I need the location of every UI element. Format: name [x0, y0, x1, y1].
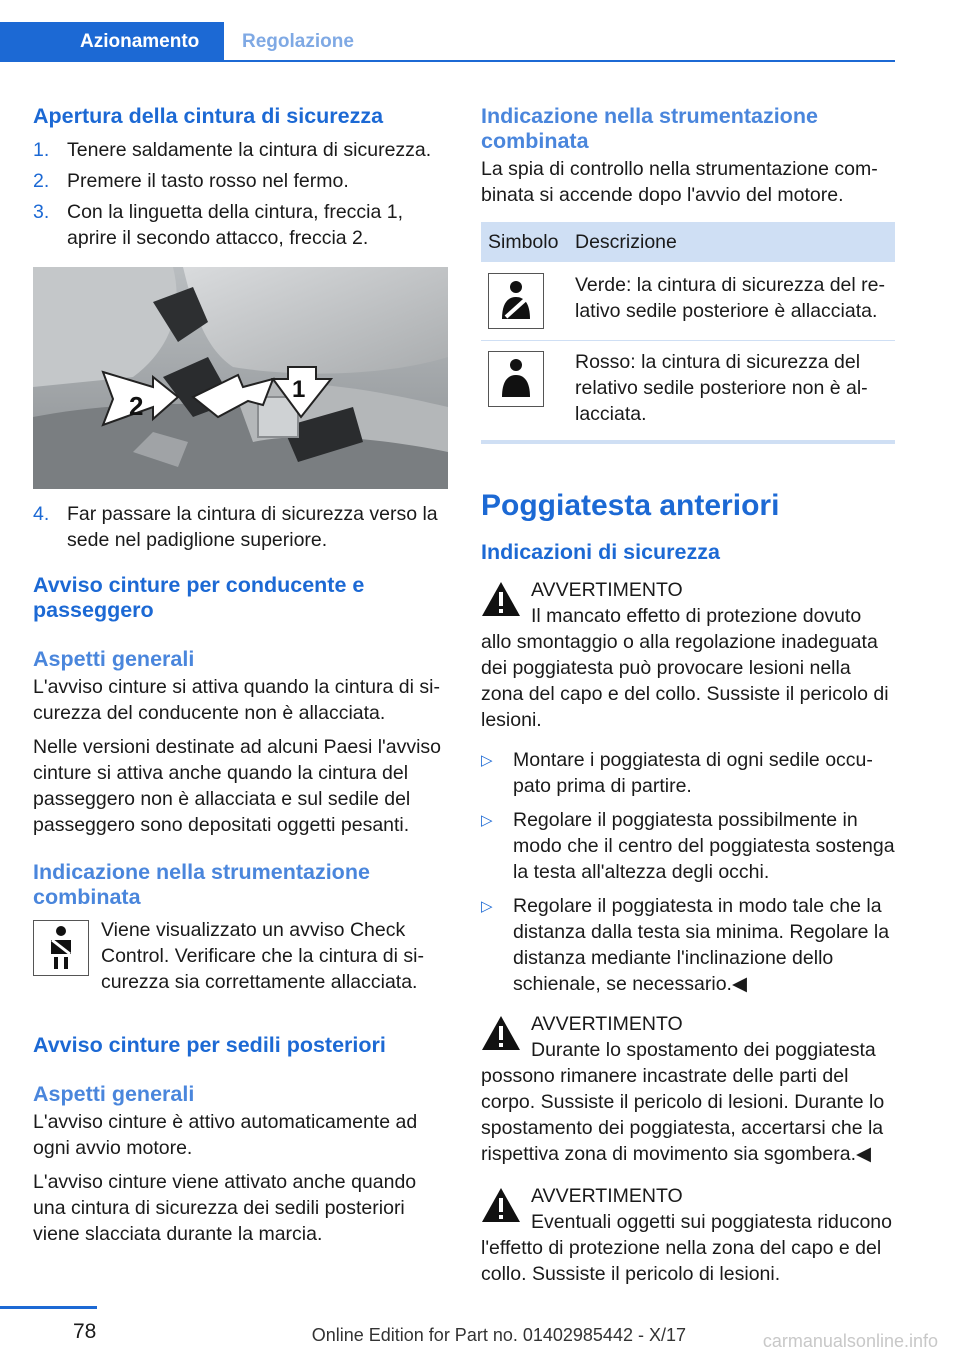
list-item [33, 137, 448, 163]
heading-cluster-1: Indicazione nella strumentazione combinata [33, 860, 370, 909]
warning-label: AVVERTIMENTO [531, 1185, 683, 1207]
list-item [33, 501, 448, 553]
right-column [481, 100, 895, 1287]
steps-list-a [33, 137, 448, 251]
triangle-bullet-icon: ▷ [481, 898, 493, 915]
bullet-text: Montare i poggiatesta di ogni sedile occupato prima di partire. [513, 749, 873, 797]
tab-azionamento[interactable]: Azionamento [0, 22, 224, 62]
watermark: carmanualsonline.info [762, 1331, 938, 1351]
paragraph-cluster-1: Viene visualizzato un avviso Check Control. Verificare che la cintura di sicurezza sia correttamente allacciata. [101, 919, 424, 993]
list-item [33, 199, 448, 251]
warning-text-2: Durante lo spostamento dei poggiatesta possono rimanere incastrate delle parti del corpo. Sussiste il pericolo di lesioni. Durante lo spostamento dei poggiatesta, accertarsi che la rispettiva zona di movimento sia sgombera.◀ [481, 1039, 885, 1165]
warning-triangle-icon [481, 1187, 521, 1223]
table-row [481, 341, 895, 442]
table-header-description: Descrizione [575, 222, 895, 262]
edition-note: Online Edition for Part no. 01402985442 - X/17 [311, 1325, 686, 1345]
list-item [33, 168, 448, 194]
left-column [33, 100, 448, 1247]
table-bottom-rule [481, 440, 895, 444]
figure-label-1: 1 [292, 376, 306, 403]
table-header-symbol: Simbolo [481, 222, 575, 262]
warning-label: AVVERTIMENTO [531, 579, 683, 601]
warning-text-3: Eventuali oggetti sui poggiatesta riducono l'effetto di protezione nella zona del capo e del collo. Sussiste il pericolo di lesioni. [481, 1211, 892, 1285]
step-text: Premere il tasto rosso nel fermo. [67, 170, 349, 192]
triangle-bullet-icon: ▷ [481, 752, 493, 769]
belt-buckle-illustration [33, 267, 448, 489]
step-text: Far passare la cintura di sicurezza verso la sede nel padiglione superiore. [67, 503, 438, 551]
table-row [481, 262, 895, 341]
seatbelt-warning-icon [33, 920, 89, 976]
warning-block-3 [481, 1183, 895, 1287]
seat-unoccupied-icon [488, 351, 544, 407]
warning-block-2 [481, 1011, 895, 1167]
tab-regolazione[interactable]: Regolazione [242, 31, 354, 52]
table-cell-description: Rosso: la cintura di sicurezza del relativo sedile posteriore non è allacciata. [575, 341, 895, 442]
check-control-notice [33, 920, 448, 995]
paragraph-general-2a: L'avviso cinture è attivo automaticamente ad ogni avvio motore. [33, 1111, 418, 1159]
page-number: 78 [73, 1320, 97, 1343]
bullet-text: Regolare il poggiatesta possibilmente in modo che il centro del poggiatesta sostenga la testa all'altezza degli occhi. [513, 809, 895, 883]
heading-general-1: Aspetti generali [33, 647, 195, 671]
paragraph-general-2b: L'avviso cinture viene attivato anche quando una cintura di sicurezza dei sedili posteriori viene slacciata durante la marcia. [33, 1171, 417, 1245]
step-number: 2. [33, 170, 50, 192]
header-rule [224, 60, 895, 62]
table-cell-description: Verde: la cintura di sicurezza del relativo sedile posteriore è allacciata. [575, 262, 895, 341]
warning-triangle-icon [481, 581, 521, 617]
symbol-table [481, 222, 895, 442]
step-text: Tenere saldamente la cintura di sicurezza. [67, 139, 432, 161]
section-tabs [0, 0, 895, 62]
paragraph-general-1b: Nelle versioni destinate ad alcuni Paesi l'avviso cinture si attiva anche quando la cintura del passeggero non è allacciata e sul sedile del passeggero sono depositati oggetti pesanti. [33, 736, 442, 836]
seatbelt-fastened-icon [488, 273, 544, 329]
warning-block-1 [481, 577, 895, 733]
heading-general-2: Aspetti generali [33, 1082, 195, 1106]
belt-buckle-figure [33, 267, 448, 489]
heading-driver-warning: Avviso cinture per conducente e passeggero [33, 573, 365, 622]
heading-cluster-2: Indicazione nella strumentazione combinata [481, 104, 818, 153]
heading-opening-belt: Apertura della cintura di sicurezza [33, 104, 384, 128]
list-item [481, 807, 895, 885]
warning-label: AVVERTIMENTO [531, 1013, 683, 1035]
paragraph-general-1a: L'avviso cinture si attiva quando la cintura di sicurezza del conducente non è allacciata. [33, 676, 440, 724]
figure-label-2: 2 [129, 391, 144, 421]
step-number: 3. [33, 201, 50, 223]
headrest-bullets [481, 747, 895, 997]
heading-rear-warning: Avviso cinture per sedili posteriori [33, 1033, 386, 1057]
list-item [481, 893, 895, 997]
footer-rule [0, 1306, 97, 1309]
warning-triangle-icon [481, 1015, 521, 1051]
step-number: 4. [33, 503, 50, 525]
step-number: 1. [33, 139, 50, 161]
table-header-row [481, 222, 895, 262]
warning-text-1: Il mancato effetto di protezione dovuto allo smontaggio o alla regolazione inadeguata dei poggiatesta può provocare lesioni nella zona del capo e del collo. Sussiste il pericolo di lesioni. [481, 605, 889, 731]
heading-safety-notes: Indicazioni di sicurezza [481, 540, 720, 564]
steps-list-b [33, 501, 448, 553]
heading-front-headrests: Poggiatesta anteriori [481, 489, 780, 522]
paragraph-cluster-2: La spia di controllo nella strumentazione combinata si accende dopo l'avvio del motore. [481, 158, 878, 206]
list-item [481, 747, 895, 799]
triangle-bullet-icon: ▷ [481, 812, 493, 829]
bullet-text: Regolare il poggiatesta in modo tale che la distanza dalla testa sia minima. Regolare la distanza mediante l'inclinazione dello schienale, se necessario.◀ [513, 895, 890, 995]
step-text: Con la linguetta della cintura, freccia 1, aprire il secondo attacco, freccia 2. [67, 201, 404, 249]
